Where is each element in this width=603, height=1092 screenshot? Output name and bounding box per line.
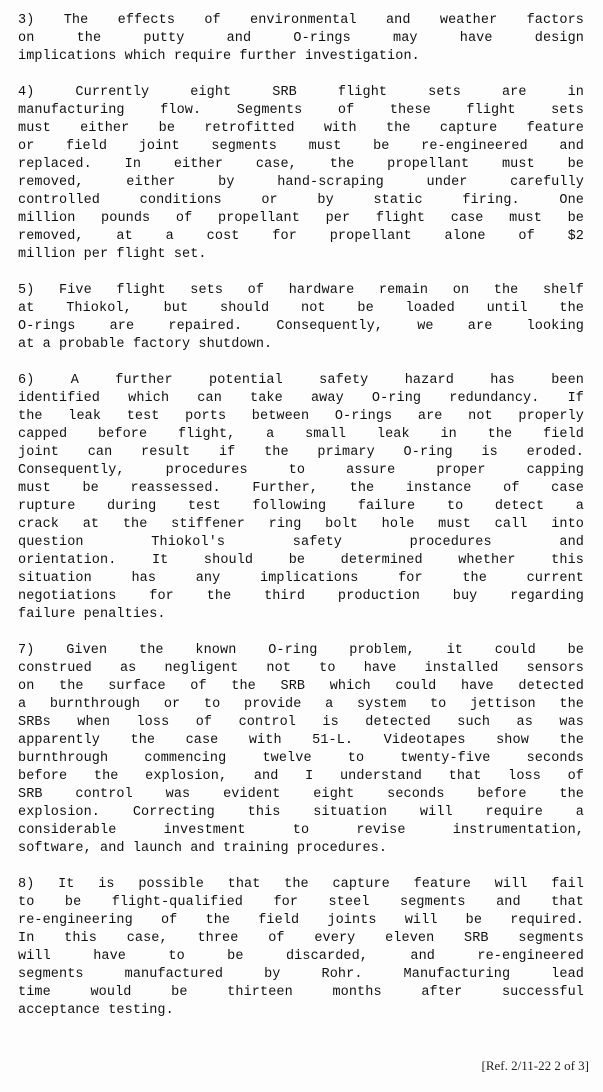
text-line: situation has any implications for the current	[18, 571, 584, 586]
text-line: removed, at a cost for propellant alone of $2	[18, 229, 584, 244]
text-line: capped before flight, a small leak in the field	[18, 427, 584, 442]
text-line: orientation. It should be determined whether this	[18, 553, 584, 568]
text-line: on the putty and O-rings may have design	[18, 31, 584, 46]
paragraph-4	[18, 372, 584, 624]
text-line: SRBs when loss of control is detected such as was	[18, 715, 584, 730]
text-line: 3) The effects of environmental and weather factors	[18, 13, 584, 28]
text-line: crack at the stiffener ring bolt hole must call into	[18, 517, 584, 532]
text-line: In this case, three of every eleven SRB segments	[18, 931, 584, 946]
text-line: SRB control was evident eight seconds before the	[18, 787, 584, 802]
text-line: segments manufactured by Rohr. Manufacturing lead	[18, 967, 584, 982]
text-line: 5) Five flight sets of hardware remain on the shelf	[18, 283, 584, 298]
paragraph-1	[18, 12, 584, 66]
text-line: at Thiokol, but should not be loaded until the	[18, 301, 584, 316]
text-line: on the surface of the SRB which could have detected	[18, 679, 584, 694]
text-line: removed, either by hand-scraping under carefully	[18, 175, 584, 190]
text-line: must be reassessed. Further, the instance of case	[18, 481, 584, 496]
document-body	[18, 12, 584, 1038]
text-line: failure penalties.	[18, 607, 166, 622]
text-line: or field joint segments must be re-engineered and	[18, 139, 584, 154]
text-line: acceptance testing.	[18, 1003, 174, 1018]
text-line: must either be retrofitted with the capture feature	[18, 121, 584, 136]
text-line: considerable investment to revise instrumentation,	[18, 823, 584, 838]
text-line: burnthrough commencing twelve to twenty-five seconds	[18, 751, 584, 766]
text-line: rupture during test following failure to detect a	[18, 499, 584, 514]
paragraph-5	[18, 642, 584, 858]
paragraph-2	[18, 84, 584, 264]
text-line: to be flight-qualified for steel segments and that	[18, 895, 584, 910]
paragraph-6	[18, 876, 584, 1020]
text-line: question Thiokol's safety procedures and	[18, 535, 584, 550]
text-line: at a probable factory shutdown.	[18, 337, 273, 352]
text-line: the leak test ports between O-rings are not properly	[18, 409, 584, 424]
text-line: time would be thirteen months after successful	[18, 985, 584, 1000]
text-line: Consequently, procedures to assure proper capping	[18, 463, 584, 478]
text-line: O-rings are repaired. Consequently, we are looking	[18, 319, 584, 334]
text-line: replaced. In either case, the propellant must be	[18, 157, 584, 172]
text-line: identified which can take away O-ring redundancy. If	[18, 391, 584, 406]
text-line: controlled conditions or by static firing. One	[18, 193, 584, 208]
text-line: will have to be discarded, and re-engineered	[18, 949, 584, 964]
text-line: re-engineering of the field joints will be required.	[18, 913, 584, 928]
text-line: million pounds of propellant per flight case must be	[18, 211, 584, 226]
text-line: million per flight set.	[18, 247, 207, 262]
text-line: software, and launch and training procedures.	[18, 841, 388, 856]
text-line: construed as negligent not to have installed sensors	[18, 661, 584, 676]
text-line: 4) Currently eight SRB flight sets are in	[18, 85, 584, 100]
text-line: 7) Given the known O-ring problem, it could be	[18, 643, 584, 658]
paragraph-3	[18, 282, 584, 354]
text-line: joint can result if the primary O-ring is eroded.	[18, 445, 584, 460]
page-reference: [Ref. 2/11-22 2 of 3]	[481, 1058, 589, 1073]
text-line: 6) A further potential safety hazard has been	[18, 373, 584, 388]
text-line: a burnthrough or to provide a system to jettison the	[18, 697, 584, 712]
text-line: before the explosion, and I understand that loss of	[18, 769, 584, 784]
text-line: implications which require further investigation.	[18, 49, 420, 64]
text-line: 8) It is possible that the capture feature will fail	[18, 877, 584, 892]
text-line: negotiations for the third production buy regarding	[18, 589, 584, 604]
text-line: apparently the case with 51-L. Videotapes show the	[18, 733, 584, 748]
text-line: manufacturing flow. Segments of these flight sets	[18, 103, 584, 118]
text-line: explosion. Correcting this situation will require a	[18, 805, 584, 820]
